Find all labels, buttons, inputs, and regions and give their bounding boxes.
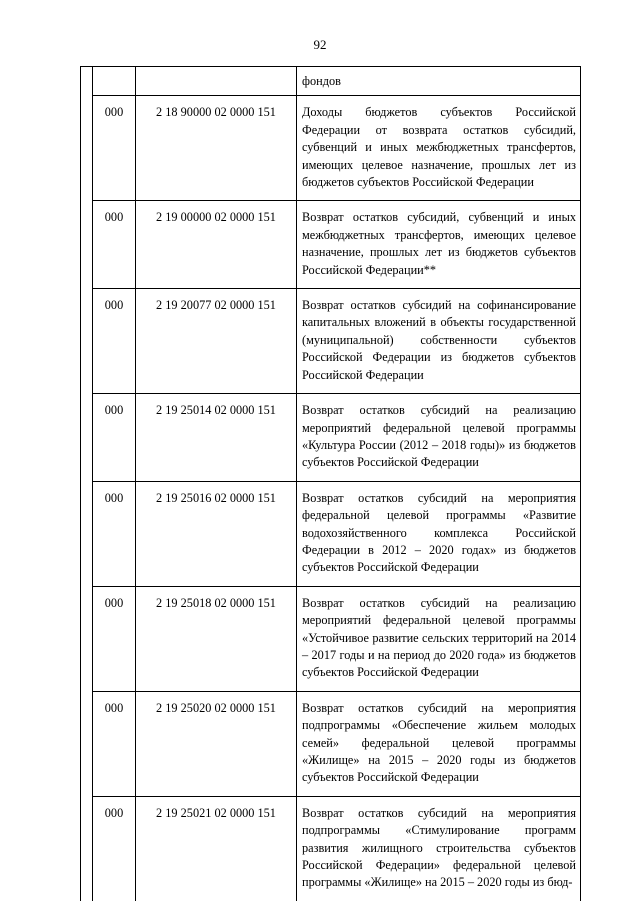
kbk-code-cell: 2 19 20077 02 0000 151 xyxy=(136,289,297,394)
admin-code-cell xyxy=(93,67,136,96)
income-name-cell: Возврат остатков субсидий, субвенций и иных межбюджетных трансфертов, имеющих целевое назначение, прошлых лет из бюджетов субъектов Российской Федерации** xyxy=(297,201,581,289)
admin-code-cell: 000 xyxy=(93,96,136,201)
kbk-code-cell: 2 19 00000 02 0000 151 xyxy=(136,201,297,289)
income-name-cell: Возврат остатков субсидий на мероприятия подпрограммы «Стимулирование программ развития жилищного строительства субъектов Российской Федерации» федеральной целевой программы «Жилище» на 2015 – 2020 годы из бюд- xyxy=(297,796,581,901)
admin-code-cell: 000 xyxy=(93,394,136,482)
kbk-code-cell: 2 18 90000 02 0000 151 xyxy=(136,96,297,201)
admin-code-cell: 000 xyxy=(93,586,136,691)
kbk-code-cell: 2 19 25020 02 0000 151 xyxy=(136,691,297,796)
income-name-cell: Возврат остатков субсидий на мероприятия федеральной целевой программы «Развитие водохозяйственного комплекса Российской Федерации в 2012 – 2020 годах» из бюджетов субъектов Российской Федерации xyxy=(297,481,581,586)
admin-code-cell: 000 xyxy=(93,481,136,586)
table-row xyxy=(81,796,581,901)
table-row xyxy=(81,201,581,289)
table-row xyxy=(81,691,581,796)
income-name-cell: Возврат остатков субсидий на софинансирование капитальных вложений в объекты государственной (муниципальной) собственности субъектов Российской Федерации из бюджетов субъектов Российской Федерации xyxy=(297,289,581,394)
admin-code-cell: 000 xyxy=(93,289,136,394)
kbk-code-cell: 2 19 25014 02 0000 151 xyxy=(136,394,297,482)
admin-code-cell: 000 xyxy=(93,691,136,796)
table-row xyxy=(81,96,581,201)
kbk-code-cell xyxy=(136,67,297,96)
table-row xyxy=(81,289,581,394)
income-name-cell: Возврат остатков субсидий на реализацию мероприятий федеральной целевой программы «Устойчивое развитие сельских территорий на 2014 – 2017 годы и на период до 2020 года» из бюджетов субъектов Российской Федерации xyxy=(297,586,581,691)
page-number: 92 xyxy=(313,37,327,52)
income-name-cell: Возврат остатков субсидий на мероприятия подпрограммы «Обеспечение жильем молодых семей» федеральной целевой программы «Жилище» на 2015 – 2020 годы из бюджетов субъектов Российской Федерации xyxy=(297,691,581,796)
income-name-cell: Возврат остатков субсидий на реализацию мероприятий федеральной целевой программы «Культура России (2012 – 2018 годы)» из бюджетов субъектов Российской Федерации xyxy=(297,394,581,482)
table-row xyxy=(81,67,581,96)
table-row xyxy=(81,586,581,691)
income-name-cell: Доходы бюджетов субъектов Российской Федерации от возврата остатков субсидий, субвенций и иных межбюджетных трансфертов, имеющих целевое назначение, прошлых лет из бюджетов субъектов Российской Федерации xyxy=(297,96,581,201)
blank-column-cell xyxy=(81,67,93,901)
income-name-cell: фондов xyxy=(297,67,581,96)
table-row xyxy=(81,481,581,586)
table-row xyxy=(81,394,581,482)
admin-code-cell: 000 xyxy=(93,796,136,901)
kbk-code-cell: 2 19 25018 02 0000 151 xyxy=(136,586,297,691)
admin-code-cell: 000 xyxy=(93,201,136,289)
budget-classification-table xyxy=(80,66,581,901)
kbk-code-cell: 2 19 25021 02 0000 151 xyxy=(136,796,297,901)
kbk-code-cell: 2 19 25016 02 0000 151 xyxy=(136,481,297,586)
